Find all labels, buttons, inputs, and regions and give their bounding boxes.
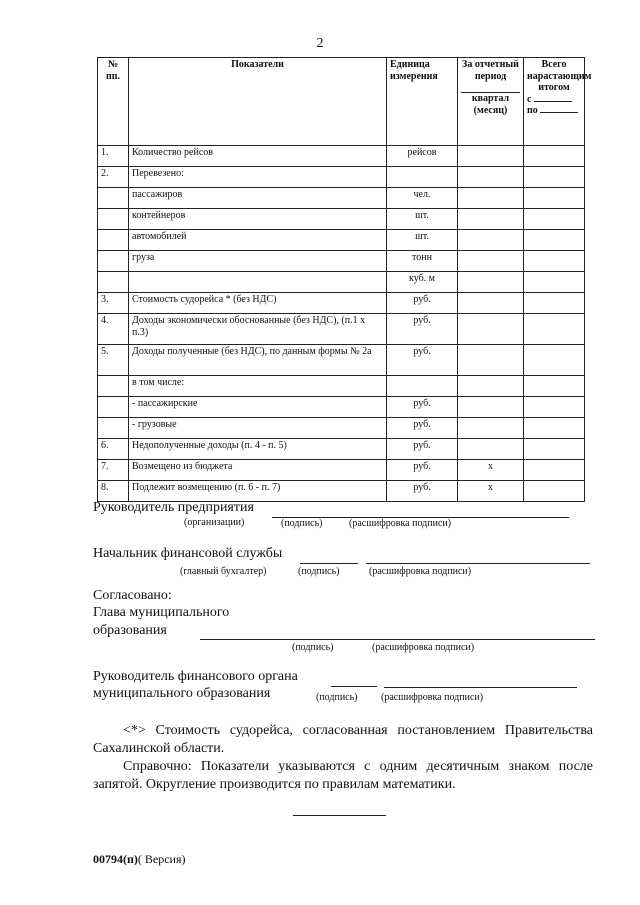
header-period-label: За отчетный период [462, 59, 519, 82]
finorg-mun-label: муниципального образования [93, 686, 271, 701]
row-num: 7. [98, 460, 129, 481]
row-name: пассажиров [129, 188, 387, 209]
row-unit: шт. [387, 230, 458, 251]
finorg-decode-line [384, 687, 577, 688]
row-name: в том числе: [129, 376, 387, 397]
row-name: Стоимость судорейса * (без НДС) [129, 293, 387, 314]
finorg-label: Руководитель финансового органа [93, 669, 298, 684]
row-num [98, 418, 129, 439]
row-num: 3. [98, 293, 129, 314]
table-row [98, 146, 585, 167]
row-num: 4. [98, 314, 129, 345]
agreed-head-label: Глава муниципального [93, 605, 230, 620]
fin-cap-decode: (расшифровка подписи) [369, 566, 472, 577]
report-table [97, 57, 592, 502]
row-unit: руб. [387, 345, 458, 376]
row-total [524, 314, 585, 345]
row-name: - пассажирские [129, 397, 387, 418]
row-period [458, 314, 524, 345]
row-num [98, 376, 129, 397]
row-num: 2. [98, 167, 129, 188]
row-period [458, 376, 524, 397]
row-period [458, 345, 524, 376]
row-unit: тонн [387, 251, 458, 272]
row-total [524, 460, 585, 481]
row-total [524, 397, 585, 418]
table-row [98, 209, 585, 230]
fin-sign-line [300, 563, 358, 564]
header-total [524, 58, 592, 146]
header-period-quarter: квартал (месяц) [461, 92, 520, 116]
fin-cap-acc: (главный бухгалтер) [180, 566, 267, 577]
row-name: Возмещено из бюджета [129, 460, 387, 481]
agreed-sign-line [200, 639, 595, 640]
table-row [98, 314, 585, 345]
table-row [98, 230, 585, 251]
row-num: 8. [98, 481, 129, 502]
row-period [458, 418, 524, 439]
header-total-to: по [527, 105, 581, 117]
row-unit: рейсов [387, 146, 458, 167]
row-unit: руб. [387, 397, 458, 418]
row-num: 1. [98, 146, 129, 167]
table-row [98, 439, 585, 460]
page-number: 2 [316, 36, 324, 51]
row-name: Подлежит возмещению (п. 6 - п. 7) [129, 481, 387, 502]
finorg-cap-decode: (расшифровка подписи) [381, 692, 484, 703]
finorg-sign-line [331, 686, 377, 687]
agreed-cap-sign: (подпись) [292, 642, 334, 653]
agreed-label: Согласовано: [93, 588, 172, 603]
row-period [458, 272, 524, 293]
row-unit: руб. [387, 293, 458, 314]
table-row [98, 251, 585, 272]
row-name: контейнеров [129, 209, 387, 230]
row-name [129, 272, 387, 293]
table-row [98, 272, 585, 293]
row-num [98, 188, 129, 209]
row-period [458, 293, 524, 314]
row-name: Недополученные доходы (п. 4 - п. 5) [129, 439, 387, 460]
row-unit [387, 167, 458, 188]
row-num [98, 209, 129, 230]
row-unit: руб. [387, 418, 458, 439]
row-unit: руб. [387, 314, 458, 345]
header-total-label: Всего нарастающим итогом [527, 59, 592, 93]
row-total [524, 188, 585, 209]
row-name: Перевезено: [129, 167, 387, 188]
agreed-mun-label: образования [93, 623, 167, 638]
table-row [98, 188, 585, 209]
table-row [98, 418, 585, 439]
row-name: автомобилей [129, 230, 387, 251]
row-name: - грузовые [129, 418, 387, 439]
table-header-row [98, 58, 585, 146]
row-period [458, 230, 524, 251]
table-row [98, 345, 585, 376]
row-unit: шт. [387, 209, 458, 230]
row-total [524, 376, 585, 397]
row-total [524, 345, 585, 376]
row-num: 5. [98, 345, 129, 376]
row-total [524, 481, 585, 502]
row-name: Доходы экономически обоснованные (без НДС), (п.1 х п.3) [129, 314, 387, 345]
fin-cap-sign: (подпись) [298, 566, 340, 577]
row-total [524, 146, 585, 167]
row-period [458, 146, 524, 167]
separator-line [293, 815, 386, 816]
row-period [458, 209, 524, 230]
row-num [98, 397, 129, 418]
header-unit: Единица измерения [387, 58, 458, 146]
row-total [524, 251, 585, 272]
head-cap-decode: (расшифровка подписи) [349, 518, 452, 529]
row-unit: руб. [387, 481, 458, 502]
row-period [458, 188, 524, 209]
row-num: 6. [98, 439, 129, 460]
header-period [458, 58, 524, 146]
header-indicators: Показатели [129, 58, 387, 146]
row-num [98, 251, 129, 272]
head-label: Руководитель предприятия [93, 500, 254, 515]
row-total [524, 209, 585, 230]
row-num [98, 230, 129, 251]
row-period [458, 397, 524, 418]
row-total [524, 230, 585, 251]
row-total [524, 167, 585, 188]
row-unit: руб. [387, 460, 458, 481]
doc-footer [93, 852, 186, 867]
head-cap-sign: (подпись) [281, 518, 323, 529]
note-asterisk: <*> Стоимость судорейса, согласованная постановлением Правительства Сахалинской области. [93, 723, 593, 756]
row-unit [387, 376, 458, 397]
note-reference: Справочно: Показатели указываются с одним десятичным знаком после запятой. Округление производится по правилам математики. [93, 759, 593, 792]
header-total-from: с [527, 94, 581, 106]
row-period [458, 251, 524, 272]
table-row [98, 376, 585, 397]
row-unit: чел. [387, 188, 458, 209]
table-row [98, 293, 585, 314]
row-name: Количество рейсов [129, 146, 387, 167]
row-total [524, 418, 585, 439]
row-period: х [458, 460, 524, 481]
table-row [98, 167, 585, 188]
table-row [98, 397, 585, 418]
row-period [458, 167, 524, 188]
row-total [524, 272, 585, 293]
row-period: х [458, 481, 524, 502]
row-unit: руб. [387, 439, 458, 460]
fin-decode-line [366, 563, 590, 564]
head-cap-org: (организации) [184, 517, 245, 528]
row-total [524, 439, 585, 460]
doc-version: ( Версия) [137, 852, 186, 866]
fin-label: Начальник финансовой службы [93, 546, 283, 561]
row-num [98, 272, 129, 293]
row-total [524, 293, 585, 314]
header-num: № пп. [98, 58, 129, 146]
doc-code: 00794(п) [93, 852, 138, 866]
finorg-cap-sign: (подпись) [316, 692, 358, 703]
table-row [98, 481, 585, 502]
table-row [98, 460, 585, 481]
row-period [458, 439, 524, 460]
row-name: груза [129, 251, 387, 272]
row-unit: куб. м [387, 272, 458, 293]
row-name: Доходы полученные (без НДС), по данным формы № 2а [129, 345, 387, 376]
agreed-cap-decode: (расшифровка подписи) [372, 642, 475, 653]
